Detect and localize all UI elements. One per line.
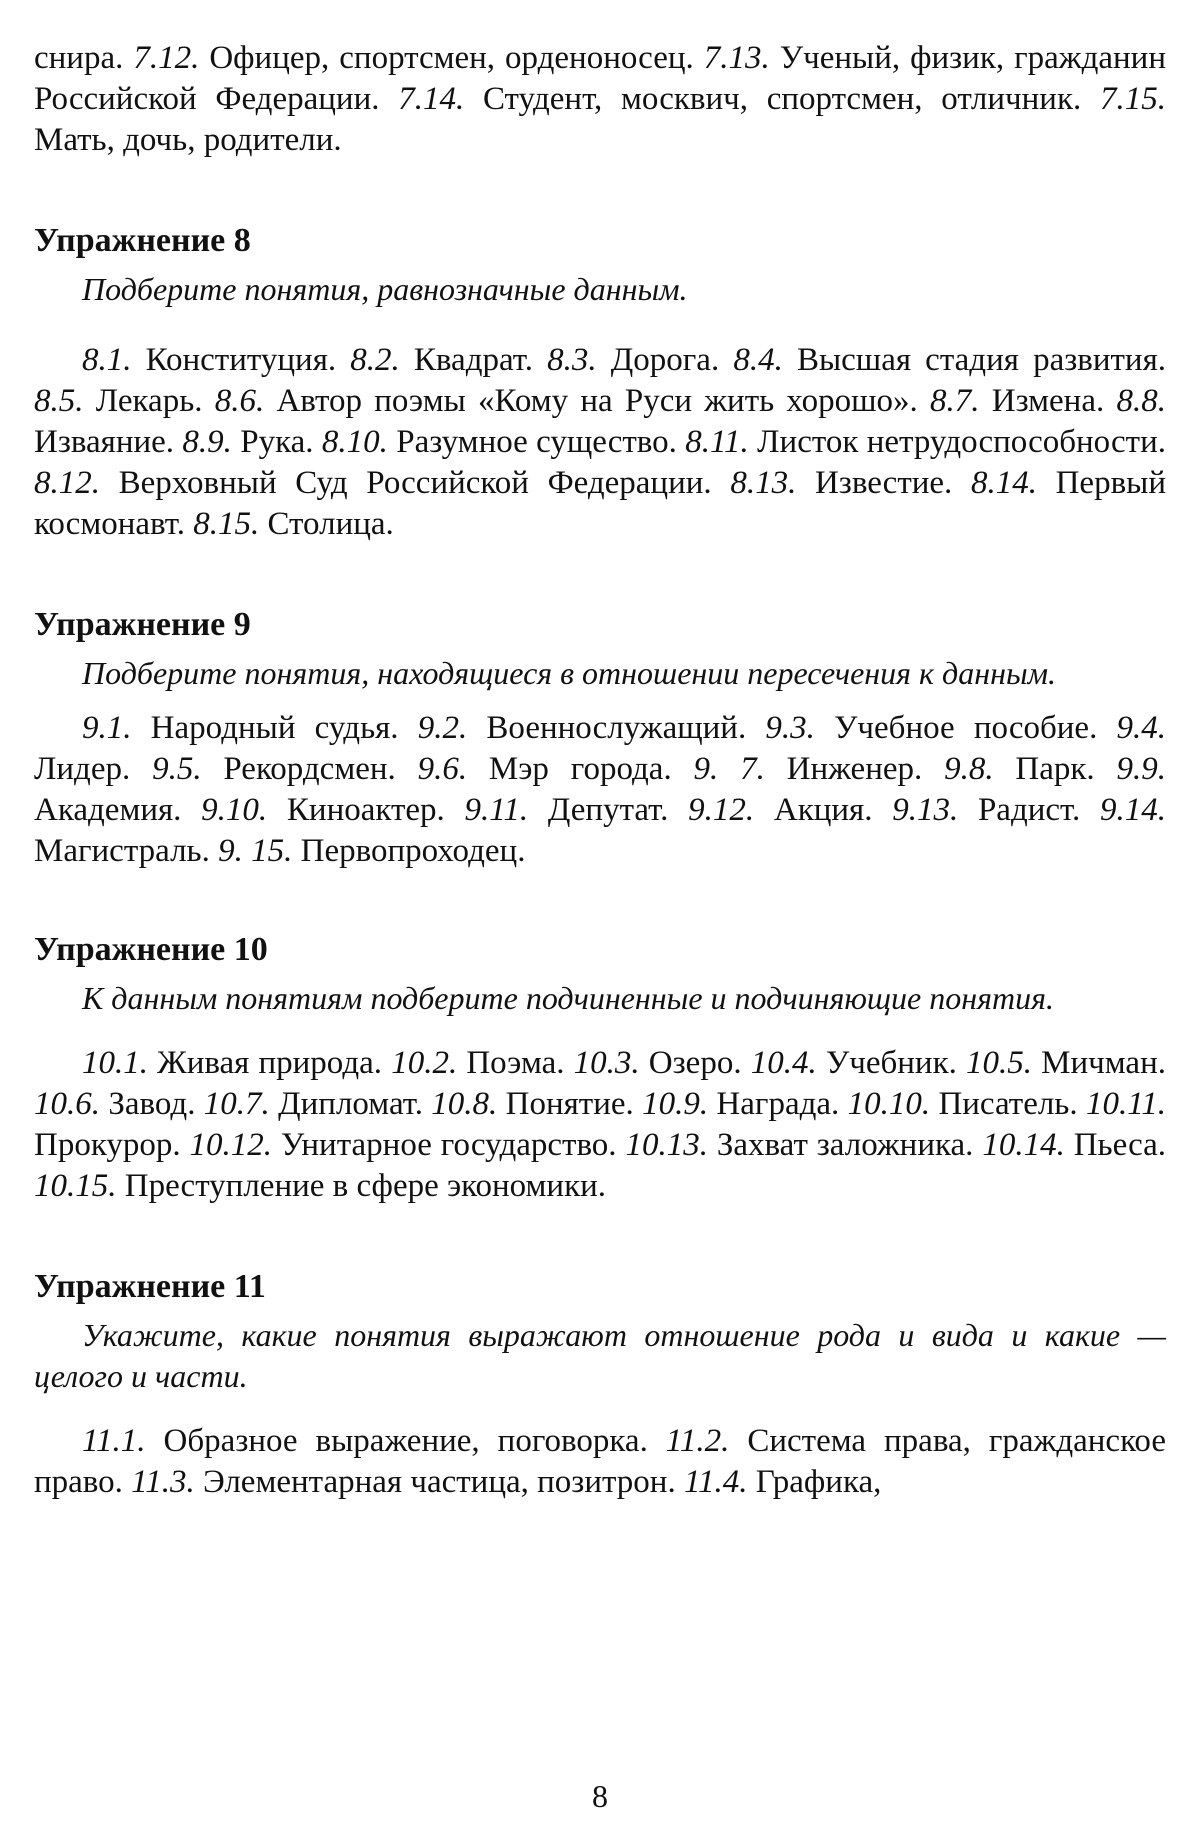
item-text: Известие.	[796, 465, 971, 501]
item-text: Учебник.	[816, 1045, 967, 1081]
item-text: Рекордсмен.	[201, 751, 418, 787]
item-number: 10.12.	[189, 1127, 273, 1163]
item-text: Первый космонавт.	[34, 465, 1166, 542]
item-text: Захват заложника.	[707, 1127, 983, 1163]
item-text: Мэр города.	[467, 751, 694, 787]
exercise-items	[34, 1421, 1166, 1503]
item-text: Элементарная частица, позитрон.	[194, 1464, 684, 1500]
item-number: 8.6.	[214, 383, 265, 419]
item-number: 8.1.	[82, 342, 132, 378]
item-number: 7.15.	[1100, 81, 1166, 117]
item-number: 10.2.	[391, 1045, 458, 1081]
item-text: снира.	[34, 40, 134, 76]
item-number: 8.5.	[34, 383, 84, 419]
item-number: 10.4.	[750, 1045, 817, 1081]
item-number: 9.2.	[417, 710, 468, 746]
intro-paragraph	[34, 38, 1166, 161]
item-number: 8.14.	[970, 465, 1037, 501]
item-number: 11.4.	[683, 1464, 748, 1500]
item-number: 11.2.	[665, 1423, 730, 1459]
item-text: Дорога.	[596, 342, 734, 378]
item-number: 7.12.	[133, 40, 200, 76]
item-text: Озеро.	[639, 1045, 751, 1081]
item-number: 10.6.	[34, 1086, 100, 1122]
exercise-heading: Упражнение 10	[34, 931, 268, 968]
item-text: Лидер.	[34, 751, 153, 787]
item-number: 10.8.	[431, 1086, 498, 1122]
item-number: 8.12.	[34, 465, 100, 501]
item-number: 10.7.	[203, 1086, 270, 1122]
item-text: Унитарное государство.	[272, 1127, 626, 1163]
item-number: 8.10.	[321, 424, 388, 460]
item-number: 10.14.	[982, 1127, 1065, 1163]
item-text: Парк.	[993, 751, 1117, 787]
item-number: 10.5.	[966, 1045, 1033, 1081]
item-text: Первопроходец.	[292, 833, 526, 869]
item-text: Киноактер.	[267, 792, 465, 828]
item-number: 9.14.	[1100, 792, 1166, 828]
item-number: 9.1.	[82, 710, 132, 746]
item-number: 9.9.	[1116, 751, 1166, 787]
item-text: Графика,	[747, 1464, 882, 1500]
item-text: Изваяние.	[34, 424, 183, 460]
item-number: 11.1.	[82, 1423, 146, 1459]
item-text: Академия.	[34, 792, 202, 828]
item-number: 9.8.	[944, 751, 994, 787]
item-text: Писатель.	[930, 1086, 1086, 1122]
item-text: Высшая стадия развития.	[782, 342, 1166, 378]
item-text: Преступление в сфере экономики.	[116, 1168, 607, 1204]
item-number: 11.3.	[131, 1464, 195, 1500]
item-number: 8.3.	[547, 342, 597, 378]
item-text: Понятие.	[497, 1086, 643, 1122]
item-text: Разумное существо.	[387, 424, 686, 460]
item-text: Измена.	[979, 383, 1117, 419]
item-text: Мать, дочь, родители.	[34, 122, 342, 158]
item-text: Радист.	[958, 792, 1100, 828]
item-text: Награда.	[708, 1086, 848, 1122]
item-text: Живая природа.	[148, 1045, 392, 1081]
exercise-task: Укажите, какие понятия выражают отношение рода и вида и какие — целого и части.	[34, 1317, 1166, 1394]
item-number: 9.4.	[1116, 710, 1166, 746]
exercise-task: Подберите понятия, равнозначные данным.	[82, 271, 688, 307]
item-number: 9.6.	[417, 751, 468, 787]
item-text: Народный судья.	[131, 710, 418, 746]
item-number: 9. 15.	[218, 833, 293, 869]
exercise-task: К данным понятиям подберите подчиненные и подчиняющие понятия.	[82, 980, 1054, 1016]
item-number: 10.10.	[847, 1086, 931, 1122]
item-number: 9.10.	[201, 792, 268, 828]
item-text: Квадрат.	[399, 342, 548, 378]
item-text: Офицер, спортсмен, орденоносец.	[199, 40, 704, 76]
item-text: Пьеса.	[1064, 1127, 1167, 1163]
item-text: Конституция.	[131, 342, 351, 378]
item-number: 10.3.	[573, 1045, 640, 1081]
exercise-items	[34, 340, 1166, 545]
item-number: 9.12.	[688, 792, 755, 828]
exercise-heading: Упражнение 8	[34, 222, 251, 259]
item-text: Образное выражение, поговорка.	[145, 1423, 666, 1459]
item-number: 10.1.	[82, 1045, 148, 1081]
page-number: 8	[592, 1778, 608, 1814]
item-text: Столица.	[259, 506, 394, 542]
item-text: Магистраль.	[34, 833, 219, 869]
item-text: Военнослужащий.	[467, 710, 766, 746]
item-text: Рука.	[231, 424, 322, 460]
item-text: Автор поэмы «Кому на Руси жить хорошо».	[264, 383, 931, 419]
item-text: Лекарь.	[83, 383, 215, 419]
item-number: 7.13.	[703, 40, 770, 76]
item-text: Листок нетрудоспособности.	[748, 424, 1166, 460]
item-text: Система права, гражданское право.	[34, 1423, 1166, 1500]
item-number: 8.11.	[685, 424, 749, 460]
item-number: 8.2.	[350, 342, 400, 378]
item-text: Инженер.	[764, 751, 945, 787]
item-text: Депутат.	[528, 792, 689, 828]
item-number: 10.11.	[1085, 1086, 1167, 1122]
exercise-items	[34, 708, 1166, 872]
item-number: 8.9.	[182, 424, 232, 460]
item-number: 10.15.	[34, 1168, 117, 1204]
item-number: 8.15.	[193, 506, 260, 542]
item-number: 10.13.	[625, 1127, 708, 1163]
exercise-heading: Упражнение 9	[34, 606, 251, 643]
item-text: Учебное пособие.	[814, 710, 1117, 746]
item-number: 9.11.	[464, 792, 529, 828]
exercise-task: Подберите понятия, находящиеся в отношении пересечения к данным.	[82, 655, 1057, 691]
item-text: Дипломат.	[269, 1086, 432, 1122]
item-text: Студент, москвич, спортсмен, отличник.	[464, 81, 1100, 117]
item-number: 10.9.	[642, 1086, 709, 1122]
exercise-items	[34, 1043, 1166, 1207]
item-text: Мичман.	[1032, 1045, 1166, 1081]
item-number: 9.3.	[765, 710, 815, 746]
item-text: Завод.	[100, 1086, 204, 1122]
item-number: 8.4.	[733, 342, 783, 378]
item-text: Верховный Суд Российской Федерации.	[100, 465, 731, 501]
item-text: Прокурор.	[34, 1127, 190, 1163]
item-number: 9. 7.	[693, 751, 765, 787]
item-text: Акция.	[754, 792, 893, 828]
item-number: 8.8.	[1116, 383, 1166, 419]
item-number: 7.14.	[398, 81, 465, 117]
document-page	[34, 38, 1166, 1818]
item-text: Ученый, физик, гражданин Российской Федерации.	[34, 40, 1166, 117]
item-number: 9.13.	[892, 792, 959, 828]
item-number: 8.13.	[730, 465, 797, 501]
item-number: 8.7.	[930, 383, 980, 419]
item-text: Поэма.	[457, 1045, 574, 1081]
item-number: 9.5.	[152, 751, 202, 787]
exercise-heading: Упражнение 11	[34, 1268, 266, 1305]
